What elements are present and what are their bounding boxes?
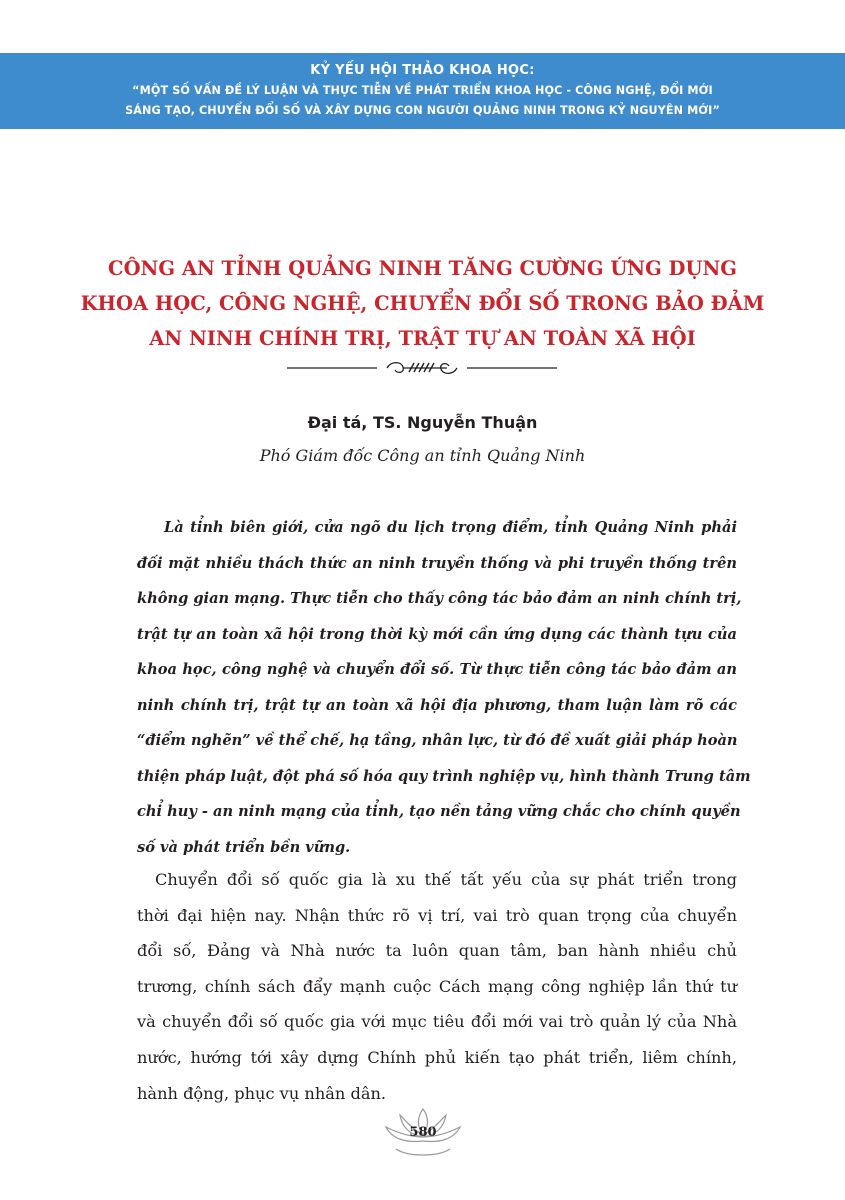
body-line: hành động, phục vụ nhân dân.: [137, 1083, 387, 1103]
body-line: thời đại hiện nay. Nhận thức rõ vị trí, vai trò quan trọng của chuyển: [137, 905, 737, 925]
page-number-badge: [382, 1105, 464, 1165]
article-title: [60, 251, 785, 356]
title-divider-ornament: [287, 359, 557, 377]
body-line: trương, chính sách đẩy mạnh cuộc Cách mạng công nghiệp lần thứ tư: [137, 976, 737, 996]
abstract-line: đối mặt nhiều thách thức an ninh truyền thống và phi truyền thống trên: [137, 554, 737, 572]
abstract-line: Là tỉnh biên giới, cửa ngõ du lịch trọng điểm, tỉnh Quảng Ninh phải: [164, 519, 737, 536]
body-line: đổi số, Đảng và Nhà nước ta luôn quan tâm, ban hành nhiều chủ: [137, 941, 737, 961]
abstract-line: chỉ huy - an ninh mạng của tỉnh, tạo nền tảng vững chắc cho chính quyền: [137, 803, 741, 820]
title-line: CÔNG AN TỈNH QUẢNG NINH TĂNG CƯỜNG ỨNG DỤNG: [108, 257, 737, 280]
abstract-line: trật tự an toàn xã hội trong thời kỳ mới cần ứng dụng các thành tựu của: [137, 625, 737, 643]
title-line: AN NINH CHÍNH TRỊ, TRẬT TỰ AN TOÀN XÃ HỘI: [149, 327, 696, 350]
header-line-3: SÁNG TẠO, CHUYỂN ĐỔI SỐ VÀ XÂY DỰNG CON NGƯỜI QUẢNG NINH TRONG KỶ NGUYÊN MỚI”: [125, 104, 720, 117]
abstract-line: “điểm nghẽn” về thể chế, hạ tầng, nhân lực, từ đó đề xuất giải pháp hoàn: [137, 732, 738, 749]
abstract-line: số và phát triển bền vững.: [137, 838, 351, 856]
abstract-line: ninh chính trị, trật tự an toàn xã hội địa phương, tham luận làm rõ các: [137, 696, 737, 714]
page-number: 580: [409, 1125, 437, 1140]
abstract-line: không gian mạng. Thực tiễn cho thấy công tác bảo đảm an ninh chính trị,: [137, 590, 742, 607]
header-line-2: “MỘT SỐ VẤN ĐỀ LÝ LUẬN VÀ THỰC TIỄN VỀ PHÁT TRIỂN KHOA HỌC - CÔNG NGHỆ, ĐỔI MỚI: [132, 84, 713, 97]
title-line: KHOA HỌC, CÔNG NGHỆ, CHUYỂN ĐỔI SỐ TRONG BẢO ĐẢM: [80, 292, 765, 315]
body-paragraph: [137, 862, 737, 1111]
body-line: nước, hướng tới xây dựng Chính phủ kiến tạo phát triển, liêm chính,: [137, 1047, 737, 1067]
body-line: và chuyển đổi số quốc gia với mục tiêu đổi mới vai trò quản lý của Nhà: [137, 1012, 737, 1032]
proceedings-header-band: [0, 53, 845, 129]
header-line-1: KỶ YẾU HỘI THẢO KHOA HỌC:: [310, 63, 535, 78]
abstract-line: thiện pháp luật, đột phá số hóa quy trình nghiệp vụ, hình thành Trung tâm: [137, 767, 751, 785]
abstract: [137, 510, 751, 865]
body-line: Chuyển đổi số quốc gia là xu thế tất yếu của sự phát triển trong: [155, 870, 737, 889]
abstract-line: khoa học, công nghệ và chuyển đổi số. Từ thực tiễn công tác bảo đảm an: [137, 661, 737, 678]
author-name: Đại tá, TS. Nguyễn Thuận: [307, 413, 538, 432]
author-role: Phó Giám đốc Công an tỉnh Quảng Ninh: [259, 446, 586, 465]
